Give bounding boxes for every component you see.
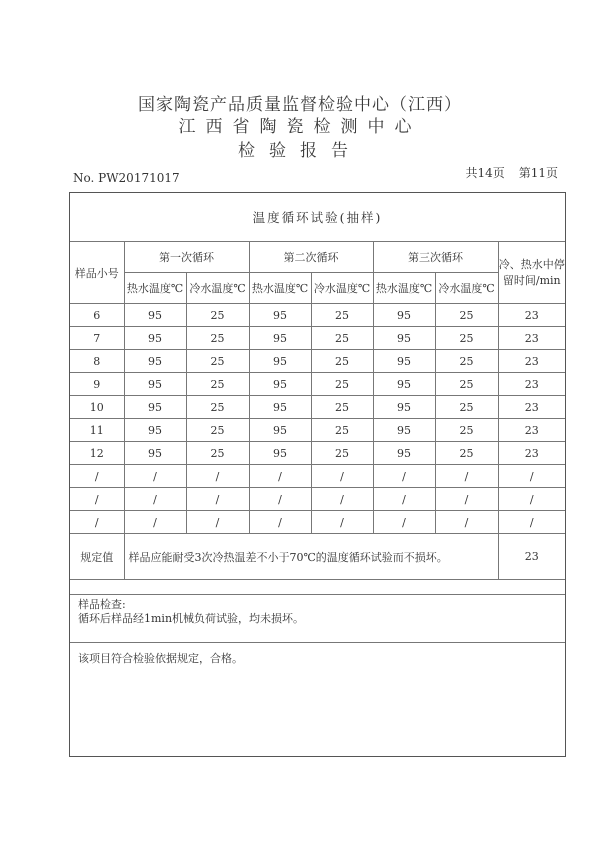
table-row <box>70 350 565 373</box>
table-cell: 25 <box>186 304 249 327</box>
sample-number-cell: / <box>70 465 124 488</box>
hot-temp-header: 热水温度℃ <box>124 273 186 304</box>
table-cell: 25 <box>435 373 498 396</box>
table-cell: 23 <box>498 442 565 465</box>
table-cell: 25 <box>186 373 249 396</box>
sample-number-cell: 6 <box>70 304 124 327</box>
table-cell: / <box>498 488 565 511</box>
hot-temp-header: 热水温度℃ <box>249 273 311 304</box>
table-cell: 95 <box>249 396 311 419</box>
table-row <box>70 327 565 350</box>
table-cell: 25 <box>311 373 373 396</box>
table-row <box>70 419 565 442</box>
sample-number-cell: 12 <box>70 442 124 465</box>
sample-number-cell: / <box>70 488 124 511</box>
table-cell: 95 <box>124 442 186 465</box>
table-cell: / <box>249 511 311 534</box>
table-row <box>70 488 565 511</box>
table-row <box>70 442 565 465</box>
table-cell: / <box>124 511 186 534</box>
table-cell: 95 <box>249 350 311 373</box>
page-total: 共14页 <box>465 166 505 180</box>
table-cell: 23 <box>498 419 565 442</box>
table-cell: 95 <box>124 419 186 442</box>
table-cell: 95 <box>373 419 435 442</box>
table-cell: 25 <box>186 350 249 373</box>
table-cell: 95 <box>373 350 435 373</box>
table-cell: / <box>498 465 565 488</box>
table-row <box>70 396 565 419</box>
data-rows <box>70 304 565 534</box>
sample-inspection <box>70 594 565 642</box>
table-cell: 25 <box>186 396 249 419</box>
table-cell: 25 <box>311 304 373 327</box>
table-cell: / <box>435 465 498 488</box>
sample-number-header: 样品小号 <box>70 242 124 304</box>
table-cell: / <box>186 511 249 534</box>
table-row <box>70 465 565 488</box>
page-info <box>451 164 558 181</box>
issuer-title: 国家陶瓷产品质量监督检验中心（江西） <box>138 95 462 115</box>
report-frame <box>69 192 566 757</box>
table-cell: 95 <box>124 350 186 373</box>
issuer-subtitle: 江西省陶瓷检测中心 <box>178 117 422 137</box>
table-cell: / <box>249 488 311 511</box>
sample-number-cell: 8 <box>70 350 124 373</box>
table-cell: 95 <box>124 373 186 396</box>
dwell-time-header: 冷、热水中停留时间/min <box>498 242 565 304</box>
inspection-label: 样品检查: <box>78 598 126 611</box>
cycle-test-table <box>70 193 565 580</box>
table-cell: 23 <box>498 373 565 396</box>
conclusion-text: 该项目符合检验依据规定，合格。 <box>70 642 565 756</box>
table-title: 温度循环试验(抽样) <box>70 193 565 242</box>
table-cell: 25 <box>311 350 373 373</box>
table-cell: / <box>186 465 249 488</box>
standard-label: 规定值 <box>70 534 124 580</box>
cycle-2-header: 第二次循环 <box>249 242 373 273</box>
table-cell: 95 <box>249 373 311 396</box>
table-cell: 95 <box>373 327 435 350</box>
table-cell: 95 <box>249 419 311 442</box>
table-cell: 95 <box>124 396 186 419</box>
table-cell: 95 <box>373 442 435 465</box>
table-cell: 25 <box>435 327 498 350</box>
table-cell: 95 <box>249 327 311 350</box>
cycle-1-header: 第一次循环 <box>124 242 249 273</box>
table-cell: 25 <box>311 327 373 350</box>
table-cell: 23 <box>498 350 565 373</box>
table-cell: 95 <box>373 396 435 419</box>
table-cell: 95 <box>373 373 435 396</box>
table-cell: 25 <box>435 442 498 465</box>
table-cell: 25 <box>186 327 249 350</box>
sample-number-cell: 10 <box>70 396 124 419</box>
table-cell: 25 <box>435 396 498 419</box>
table-cell: 23 <box>498 304 565 327</box>
table-row <box>70 304 565 327</box>
page-current: 第11页 <box>518 166 558 180</box>
inspection-text: 循环后样品经1min机械负荷试验，均未损坏。 <box>78 612 305 625</box>
table-cell: 95 <box>124 327 186 350</box>
standard-value: 23 <box>498 534 565 580</box>
table-cell: / <box>311 511 373 534</box>
table-cell: 25 <box>186 442 249 465</box>
standard-text: 样品应能耐受3次冷热温差不小于70℃的温度循环试验而不损坏。 <box>124 534 498 580</box>
cold-temp-header: 冷水温度℃ <box>311 273 373 304</box>
table-cell: / <box>311 488 373 511</box>
table-cell: / <box>498 511 565 534</box>
table-cell: 25 <box>186 419 249 442</box>
sample-number-cell: 11 <box>70 419 124 442</box>
table-cell: / <box>373 511 435 534</box>
table-cell: 25 <box>435 350 498 373</box>
table-cell: 95 <box>373 304 435 327</box>
table-cell: 25 <box>435 304 498 327</box>
sample-number-cell: 9 <box>70 373 124 396</box>
document-number: No. PW20171017 <box>73 171 180 185</box>
table-cell: / <box>373 465 435 488</box>
table-cell: 95 <box>249 442 311 465</box>
table-cell: / <box>311 465 373 488</box>
cycle-3-header: 第三次循环 <box>373 242 498 273</box>
table-cell: 25 <box>311 442 373 465</box>
table-cell: / <box>373 488 435 511</box>
table-row <box>70 511 565 534</box>
table-cell: 95 <box>249 304 311 327</box>
table-cell: 25 <box>311 419 373 442</box>
table-cell: 23 <box>498 327 565 350</box>
table-cell: 25 <box>435 419 498 442</box>
table-cell: / <box>435 511 498 534</box>
table-cell: 95 <box>124 304 186 327</box>
table-cell: 25 <box>311 396 373 419</box>
table-cell: / <box>435 488 498 511</box>
hot-temp-header: 热水温度℃ <box>373 273 435 304</box>
table-cell: / <box>124 488 186 511</box>
sample-number-cell: 7 <box>70 327 124 350</box>
table-cell: 23 <box>498 396 565 419</box>
table-cell: / <box>186 488 249 511</box>
report-title: 检验报告 <box>238 141 362 161</box>
cold-temp-header: 冷水温度℃ <box>186 273 249 304</box>
table-cell: / <box>124 465 186 488</box>
table-row <box>70 373 565 396</box>
sample-number-cell: / <box>70 511 124 534</box>
cold-temp-header: 冷水温度℃ <box>435 273 498 304</box>
table-cell: / <box>249 465 311 488</box>
